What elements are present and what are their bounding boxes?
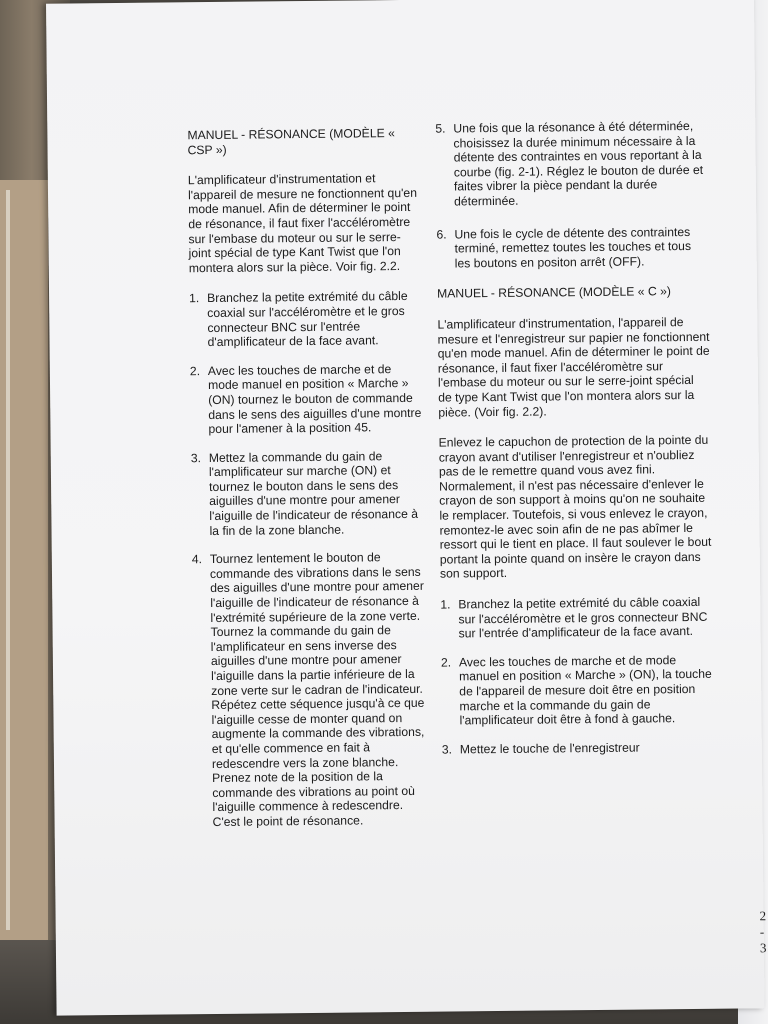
step-text: Tournez lentement le bouton de commande des vibrations dans le sens des aiguilles d'une montre pour amener l'aiguille de l'indicateur de résonance à l'extrémité supérieure de la zone verte. Tournez la commande du gain de l'amplificateur en sens inverse des aiguilles d'une montre pour amener l'aiguille dans la partie inférieure de la zone verte sur le cadran de l'indicateur. Répétez cette séquence jusqu'à ce que l'aiguille cesse de monter quand on augmente la commande des vibrations, et qu'elle commence en fait à redescendre vers la zone blanche. Prenez note de la position de la commande des vibrations au point où l'aiguille commence à redescendre. C'est le point de résonance.	[209, 550, 425, 829]
section-heading-csp: MANUEL - RÉSONANCE (MODÈLE « CSP »)	[187, 126, 395, 157]
step-item	[192, 550, 427, 830]
step-number: 1.	[440, 597, 451, 612]
left-column	[187, 126, 426, 830]
section-heading-c: MANUEL - RÉSONANCE (MODÈLE « C »)	[437, 284, 672, 301]
step-item	[442, 740, 714, 757]
step-text: Branchez la petite extrémité du câble coaxial sur l'accéléromètre et le gros connecteur BNC sur l'entrée d'amplificateur de la face avant.	[207, 289, 408, 350]
step-number: 1.	[189, 291, 200, 306]
step-item	[189, 289, 422, 350]
step-number: 2.	[189, 363, 201, 378]
pen-note-paragraph: Enlevez le capuchon de protection de la pointe du crayon avant d'utiliser l'enregistreur et n'oubliez pas de le remettre quand vous avez fini. Normalement, il n'est pas nécessaire d'enlever le crayon de son support à moins qu'on ne souhaite le remplacer. Toutefois, si vous enlevez le crayon, remontez-le avec soin afin de ne pas abîmer le ressort qui le tient en place. Il faut soulever le bout portant la pointe quand on insère le crayon dans son support.	[438, 432, 712, 582]
paper-sheet	[46, 0, 765, 1016]
background-board-edge	[6, 190, 10, 930]
step-text: Branchez la petite extrémité du câble coaxial sur l'accéléromètre et le gros connecteur BNC sur l'entrée d'amplificateur de la face avant.	[458, 594, 708, 641]
step-item	[436, 224, 708, 271]
step-item	[441, 653, 714, 729]
step-text: Une fois le cycle de détente des contraintes terminé, remettez toutes les touches et tous les boutons en positon arrêt (OFF).	[454, 224, 692, 271]
step-number: 6.	[436, 227, 447, 242]
step-item	[440, 595, 712, 642]
step-text: Une fois que la résonance à été déterminée, choisissez la durée minimum nécessaire à la détente des contraintes en vous reportant à la courbe (fig. 2-1). Réglez le bouton de durée et faites vibrer la pièce pendant la durée déterminée.	[453, 118, 704, 209]
step-number: 3.	[190, 450, 202, 465]
step-number: 3.	[441, 742, 453, 757]
step-item	[190, 362, 423, 437]
step-number: 2.	[440, 655, 452, 670]
step-number: 5.	[435, 121, 446, 136]
step-text: Avec les touches de marche et de mode manuel en position « Marche » (ON) tournez le bouton de commande dans le sens des aiguilles d'une montre pour l'amener à la position 45.	[207, 361, 422, 437]
step-text: Avec les touches de marche et de mode manuel en position « Marche » (ON), la touche de l'appareil de mesure doit être en position marche et la commande du gain de l'amplificateur doit être à fond à gauche.	[458, 652, 712, 728]
right-column	[435, 119, 714, 757]
intro-paragraph-c: L'amplificateur d'instrumentation, l'appareil de mesure et l'enregistreur sur papier ne fonctionnent qu'en mode manuel. Afin de déterminer le point de résonance, il faut fixer l'accéléromètre sur l'embase du moteur ou sur le serre-joint spécial de type Kant Twist que l'on montera alors sur la pièce. (Voir fig. 2.2).	[437, 314, 710, 420]
step-text: Mettez le touche de l'enregistreur	[459, 740, 640, 757]
step-text: Mettez la commande du gain de l'amplificateur sur marche (ON) et tournez le bouton dans le sens des aiguilles d'une montre pour amener l'aiguille de l'indicateur de résonance à la fin de la zone blanche.	[208, 448, 419, 538]
step-number: 4.	[191, 552, 203, 567]
page-number: 2 - 3	[759, 908, 767, 956]
step-item	[191, 448, 424, 538]
step-item	[435, 119, 708, 209]
intro-paragraph-csp: L'amplificateur d'instrumentation et l'appareil de mesure ne fonctionnent qu'en mode manuel. Afin de déterminer le point de résonance, il faut fixer l'accéléromètre sur l'embase du moteur ou sur le serre-joint spécial de type Kant Twist que l'on montera alors sur la pièce. Voir fig. 2.2.	[187, 171, 418, 275]
